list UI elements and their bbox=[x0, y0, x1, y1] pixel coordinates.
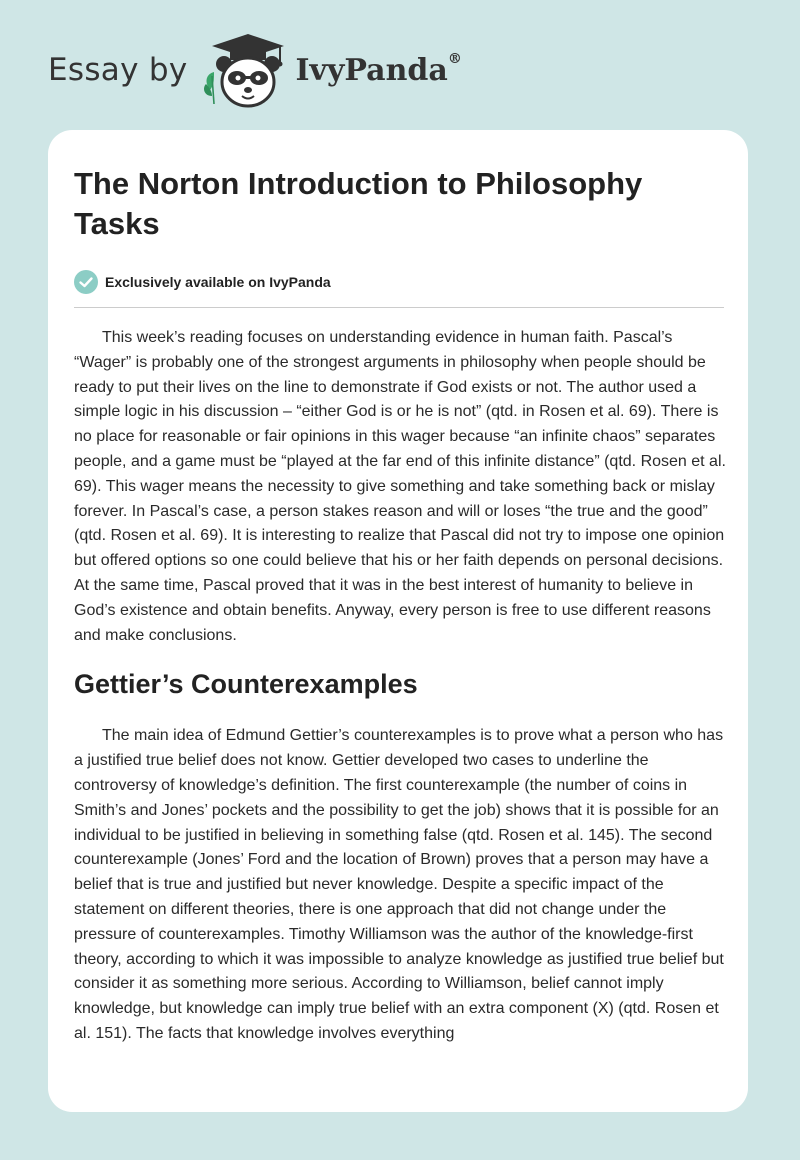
exclusive-label: Exclusively available on IvyPanda bbox=[105, 274, 331, 290]
registered-mark: ® bbox=[447, 50, 462, 67]
brand-name[interactable] bbox=[295, 50, 462, 88]
essay-title: The Norton Introduction to Philosophy Tasks bbox=[74, 166, 643, 241]
essay-content bbox=[74, 164, 726, 1047]
exclusive-badge bbox=[74, 268, 726, 296]
body-paragraph-gettier: The main idea of Edmund Gettier’s counterexamples is to prove what a person who has a justified true belief does not know. Gettier developed two cases to underline the controversy of knowledge’s definition. The first counterexample (the number of coins in Smith’s and Jones’ pockets and the possibility to get the job) shows that it is possible for an individual to be justified in believing in something false (qtd. Rosen et al. 145). The second counterexample (Jones’ Ford and the location of Brown) proves that a person may have a belief that is true and justified but never knowledge. Despite a specific impact of the statement on different theories, there is one approach that did not change under the pressure of counterexamples. Timothy Williamson was the author of the knowledge-first theory, according to which it was impossible to analyze knowledge as justified true belief but consider it as something more serious. According to Williamson, belief cannot imply knowledge, but knowledge can imply true belief with an extra component (X) (qtd. Rosen et al. 151). The facts that knowledge involves everything bbox=[74, 727, 724, 1042]
brand-name-text: IvyPanda bbox=[295, 52, 448, 88]
essay-card bbox=[48, 130, 748, 1112]
check-circle-icon bbox=[74, 270, 98, 294]
essay-by-label: Essay by bbox=[48, 52, 188, 88]
section-heading-gettier: Gettier’s Counterexamples bbox=[74, 669, 418, 700]
site-header bbox=[48, 30, 462, 110]
panda-logo-icon[interactable] bbox=[200, 30, 290, 110]
body-paragraph-pascal: This week’s reading focuses on understanding evidence in human faith. Pascal’s “Wager” is probably one of the strongest arguments in philosophy when people should be ready to put their lives on the line to demonstrate if God exists or not. The author used a simple logic in his discussion – “either God is or he is not” (qtd. in Rosen et al. 69). There is no place for reasonable or fair opinions in this wager because “an infinite chaos” separates people, and a game must be “played at the far end of this infinite distance” (qtd. Rosen et al. 69). This wager means the necessity to give something and take something back or mislay forever. In Pascal’s case, a person stakes reason and will or loses “the true and the good” (qtd. Rosen et al. 69). It is interesting to realize that Pascal did not try to impose one opinion but offered options so one could believe that his or her faith depends on personal decisions. At the same time, Pascal proved that it was in the best interest of humanity to believe in God’s existence and obtain benefits. Anyway, every person is free to use different reasons and make conclusions. bbox=[74, 329, 726, 644]
title-divider bbox=[74, 307, 724, 308]
